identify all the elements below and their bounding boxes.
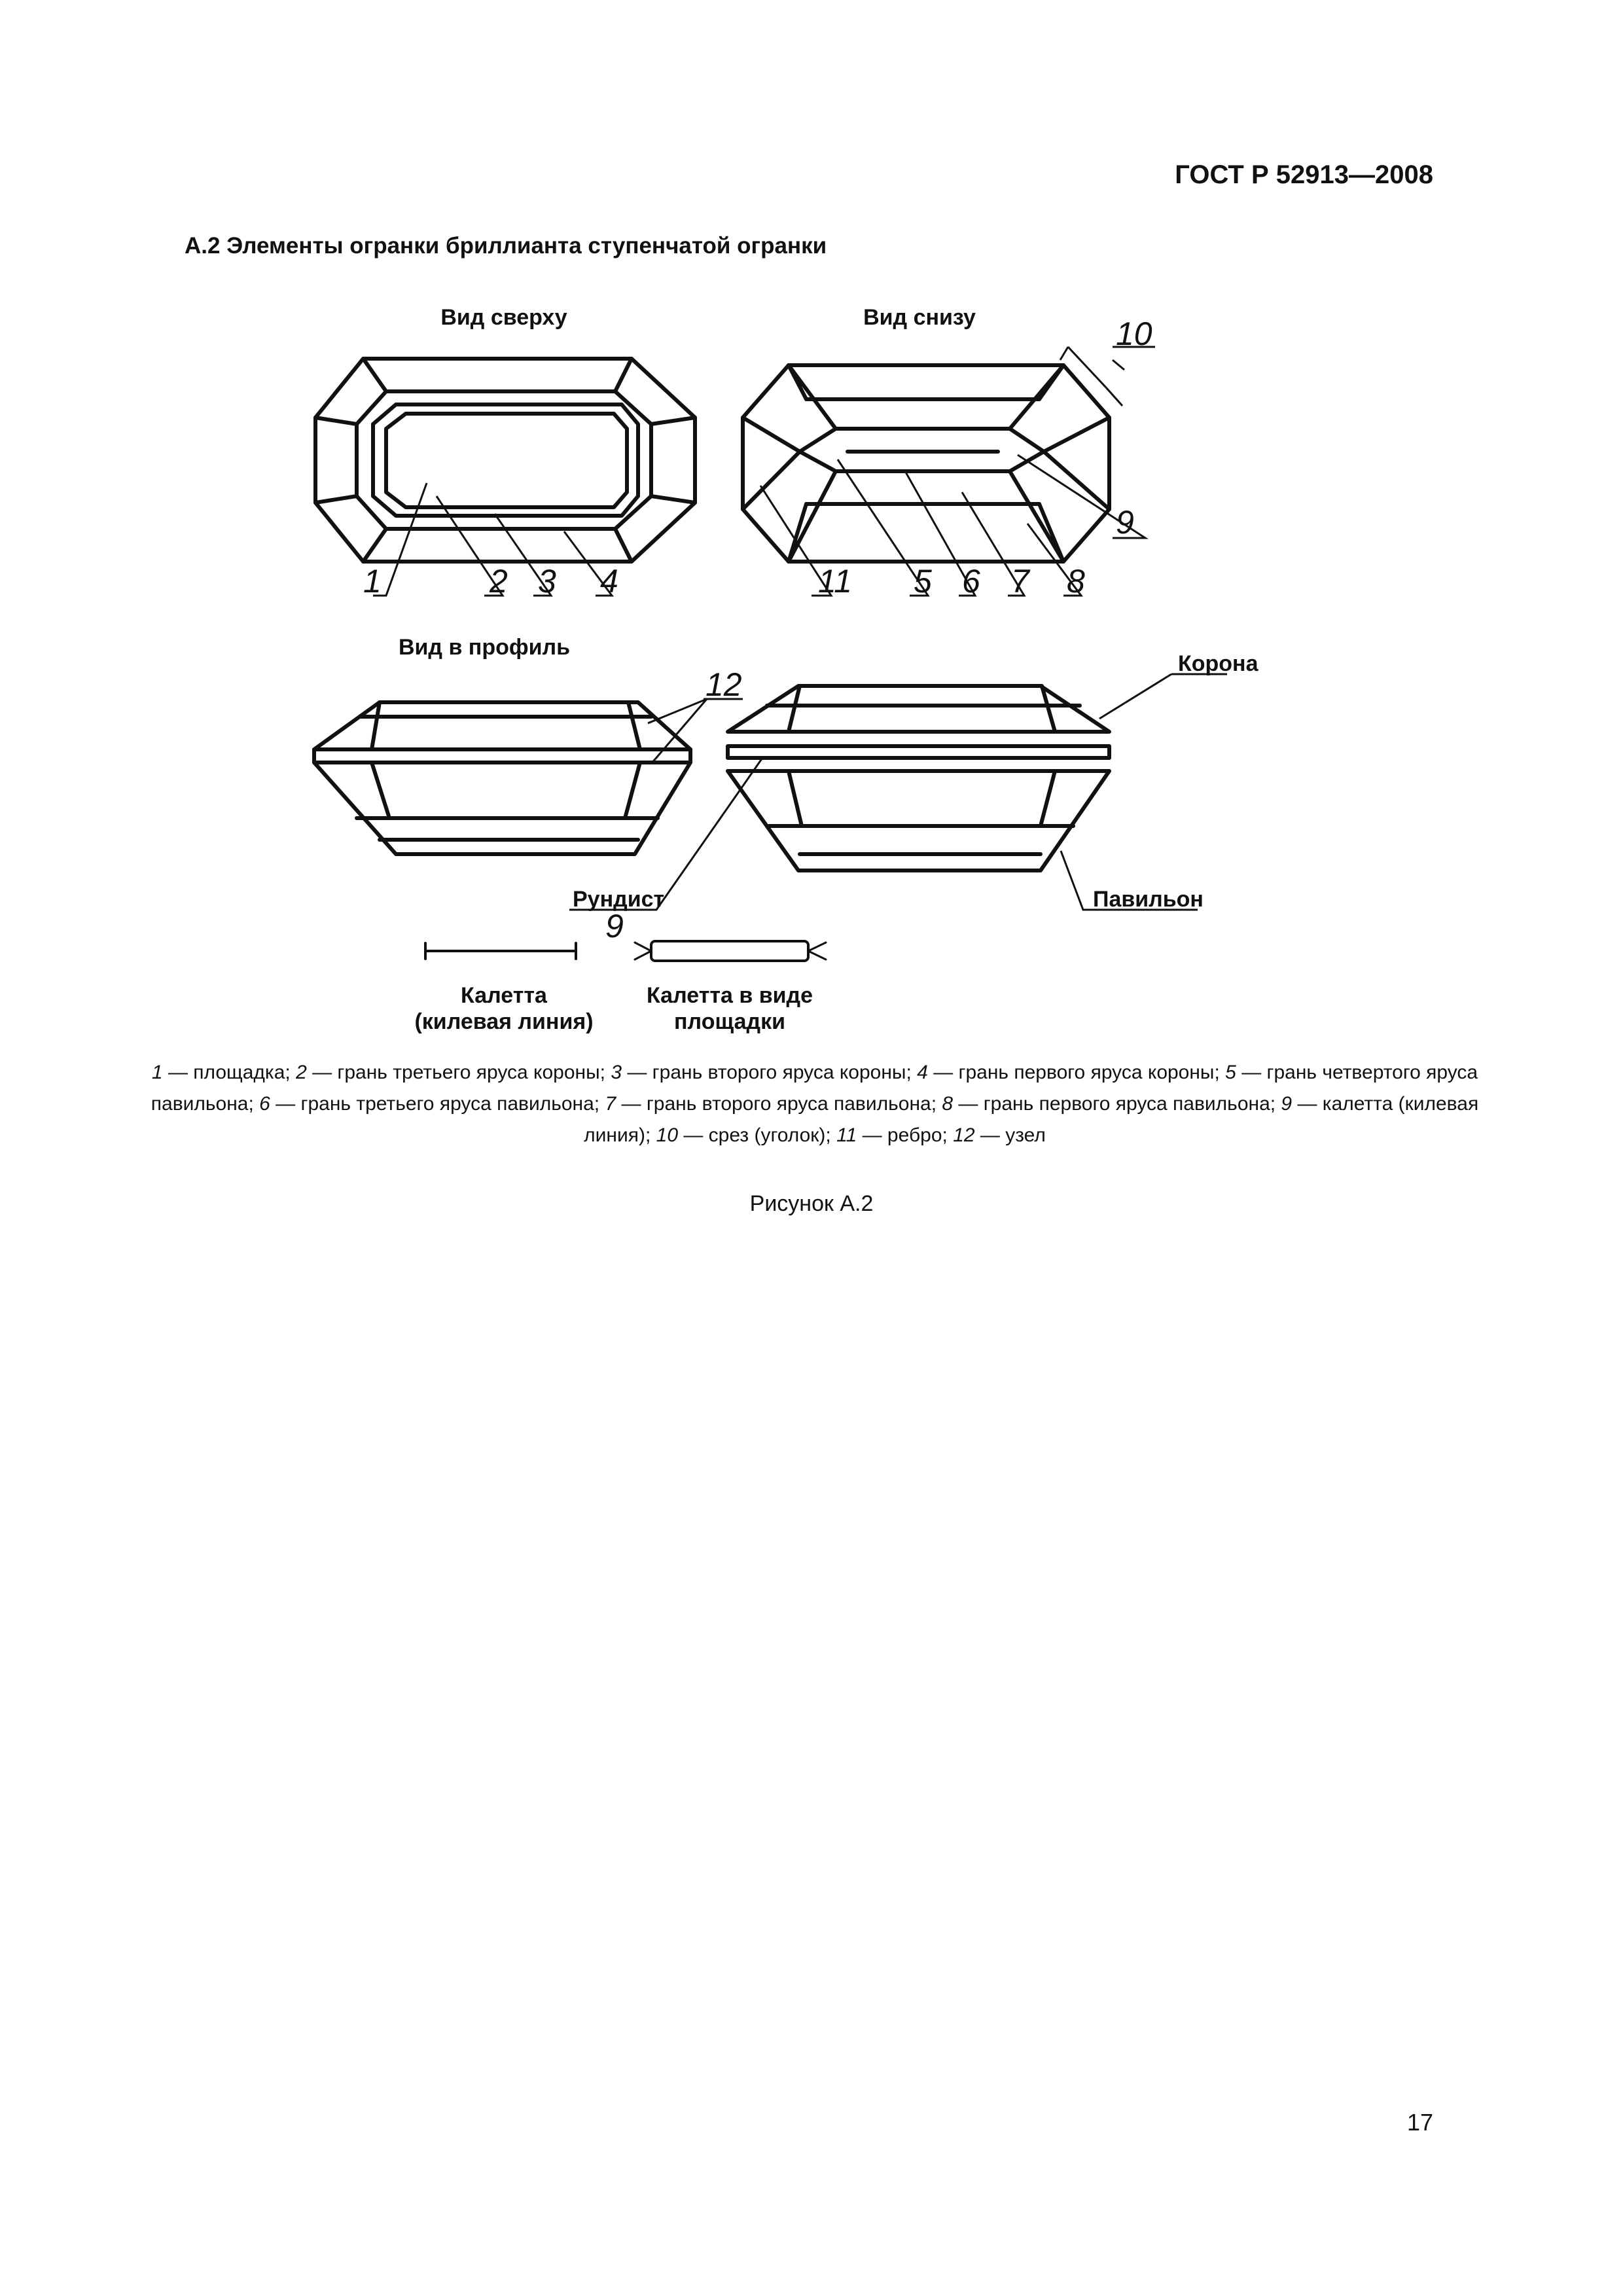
legend-item: 12 — узел (953, 1124, 1046, 1146)
legend-item: 1 — площадка; (151, 1062, 296, 1083)
callout-7: 7 (1011, 563, 1029, 600)
section-title: А.2 Элементы огранки бриллианта ступенчатой огранки (185, 233, 827, 259)
view-label-profile: Вид в профиль (398, 635, 571, 660)
view-label-top: Вид сверху (440, 305, 567, 330)
callout-2: 2 (490, 563, 508, 600)
legend-item: 11 — ребро; (836, 1124, 954, 1146)
callout-8: 8 (1067, 563, 1085, 600)
callout-6: 6 (962, 563, 980, 600)
legend-item: 10 — срез (уголок); (656, 1124, 837, 1146)
label-pavilion: Павильон (1093, 887, 1204, 912)
legend-item: 7 — грань второго яруса павильона; (605, 1093, 942, 1115)
callout-10: 10 (1116, 315, 1152, 352)
callout-3: 3 (538, 563, 556, 600)
page-number: 17 (1406, 2109, 1433, 2136)
callout-9: 9 (1116, 504, 1134, 541)
document-standard-number: ГОСТ Р 52913—2008 (1175, 160, 1433, 189)
label-culet-line-1: Калетта (461, 983, 547, 1008)
callout-12: 12 (705, 666, 742, 703)
legend-item: 8 — грань первого яруса павильона; (942, 1093, 1281, 1115)
label-culet-area-1: Калетта в виде (647, 983, 813, 1008)
callout-5: 5 (914, 563, 932, 600)
legend-item: 4 — грань первого яруса короны; (917, 1062, 1226, 1083)
label-culet-area-2: площадки (674, 1009, 785, 1034)
legend-item: 6 — грань третьего яруса павильона; (259, 1093, 605, 1115)
callout-11: 11 (818, 563, 852, 600)
legend-item: 2 — грань третьего яруса короны; (296, 1062, 611, 1083)
view-label-bottom: Вид снизу (863, 305, 976, 330)
label-crown: Корона (1178, 651, 1258, 676)
legend-item: 9 — калетта (килевая линия); (584, 1093, 1479, 1146)
legend-item: 3 — грань второго яруса короны; (611, 1062, 918, 1083)
figure-a2 (0, 0, 1623, 1100)
top-view-drawing (315, 359, 695, 562)
figure-legend (124, 1057, 1505, 1151)
callout-1: 1 (363, 563, 382, 600)
callout-4: 4 (600, 563, 618, 600)
legend-item: 5 — грань четвертого яруса павильона; (151, 1062, 1478, 1115)
profile-view-drawing (314, 702, 690, 854)
figure-caption: Рисунок А.2 (749, 1191, 874, 1216)
callout-9-culet: 9 (605, 908, 624, 944)
label-girdle: Рундист (573, 887, 665, 912)
profile-separated-drawing (728, 686, 1109, 870)
bottom-view-drawing (743, 365, 1109, 562)
label-culet-line-2: (килевая линия) (414, 1009, 594, 1034)
culet-symbols (425, 941, 826, 961)
